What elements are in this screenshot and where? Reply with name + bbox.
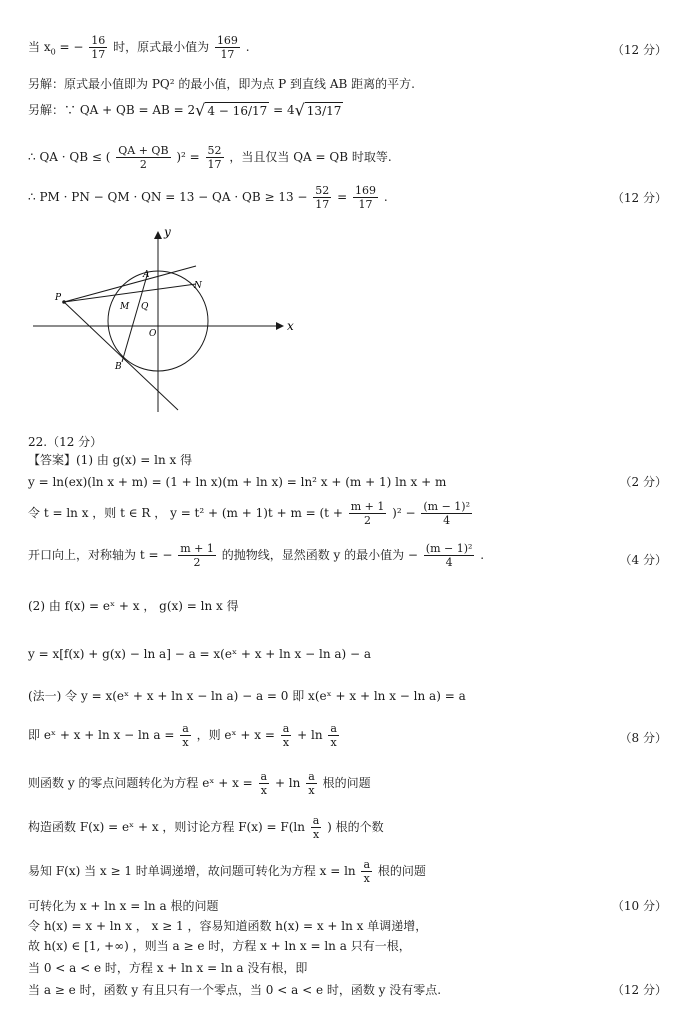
label-o: O xyxy=(149,329,157,339)
numerator: m + 1 xyxy=(350,500,385,513)
text: )² = xyxy=(176,150,204,164)
line-pa xyxy=(64,266,196,302)
q22-line-15: 当 0 < a < e 时，方程 x + ln x = ln a 没有根，即 xyxy=(28,961,308,975)
label-y: y xyxy=(164,225,171,239)
score-label: （8 分） xyxy=(619,731,667,745)
text: ) 根的个数 xyxy=(327,820,384,834)
point-p xyxy=(62,300,66,304)
fraction xyxy=(89,34,107,61)
text: 时，原式最小值为 xyxy=(113,40,210,54)
denominator: x xyxy=(260,784,267,797)
fraction xyxy=(306,770,317,797)
sqrt-content: 13/17 xyxy=(306,104,342,118)
q22-line-12: 可转化为 x + ln x = ln a 根的问题 xyxy=(28,899,219,913)
denominator: 2 xyxy=(364,514,372,527)
denominator: 17 xyxy=(91,48,106,61)
text: = xyxy=(337,190,351,204)
text: 即 eˣ + x + ln x − ln a = xyxy=(28,728,179,742)
sqrt-content: 4 − 16/17 xyxy=(207,104,268,118)
denominator: 2 xyxy=(193,556,201,569)
score-label: （12 分） xyxy=(611,43,667,57)
denominator: 17 xyxy=(220,48,235,61)
numerator: 52 xyxy=(207,144,222,157)
text: 的抛物线，显然函数 y 的最小值为 − xyxy=(221,548,418,562)
text: + ln xyxy=(297,728,327,742)
numerator: 16 xyxy=(91,34,106,47)
q22-line-8 xyxy=(28,722,341,749)
denominator: x xyxy=(363,872,370,885)
line-min-value xyxy=(28,34,250,61)
denominator: 2 xyxy=(139,158,147,171)
denominator: x xyxy=(312,828,320,841)
label-q: Q xyxy=(141,302,149,312)
numerator: 169 xyxy=(216,34,238,47)
fraction xyxy=(353,184,378,211)
q22-line-4 xyxy=(28,542,484,569)
fraction xyxy=(116,144,170,171)
numerator: m + 1 xyxy=(180,542,214,555)
q22-answer-1: 【答案】(1) 由 g(x) = ln x 得 xyxy=(28,453,193,467)
label-n: N xyxy=(194,281,202,291)
numerator: a xyxy=(282,722,290,735)
denominator: 17 xyxy=(358,198,373,211)
denominator: 17 xyxy=(315,198,330,211)
fraction xyxy=(215,34,240,61)
q22-line-11 xyxy=(28,858,426,885)
line-alt-solution-1: 另解：原式最小值即为 PQ² 的最小值，即为点 P 到直线 AB 距离的平方. xyxy=(28,77,415,91)
line-alt-solution-2 xyxy=(28,102,343,119)
text: ∴ PM · PN − QM · QN = 13 − QA · QB ≥ 13 − xyxy=(28,190,312,204)
label-x: x xyxy=(287,319,294,333)
q22-line-3 xyxy=(28,500,474,527)
denominator: 4 xyxy=(443,514,451,527)
text: )² − xyxy=(392,506,420,520)
line-inequality xyxy=(28,144,392,171)
text: 开口向上，对称轴为 t = − xyxy=(28,548,173,562)
text: 根的问题 xyxy=(322,776,371,790)
fraction xyxy=(311,814,322,841)
text: . xyxy=(383,190,388,204)
score-label: （12 分） xyxy=(611,983,667,997)
text: 易知 F(x) 当 x ≥ 1 时单调递增，故问题可转化为方程 x = ln xyxy=(28,864,360,878)
q22-line-13: 令 h(x) = x + ln x ， x ≥ 1 ，容易知道函数 h(x) = x + ln x 单调递增， xyxy=(28,919,428,933)
q22-line-5: (2) 由 f(x) = eˣ + x ， g(x) = ln x 得 xyxy=(28,599,239,613)
text: 则函数 y 的零点问题转化为方程 eˣ + x = xyxy=(28,776,257,790)
geometry-figure xyxy=(28,222,318,417)
subscript: 0 xyxy=(50,47,56,57)
text: = 4 xyxy=(269,103,295,117)
line-pb xyxy=(64,302,178,410)
q22-line-9 xyxy=(28,770,371,797)
q22-line-2: y = ln(ex)(ln x + m) = (1 + ln x)(m + ln x) = ln² x + (m + 1) ln x + m xyxy=(28,475,447,489)
q22-line-16: 当 a ≥ e 时，函数 y 有且只有一个零点，当 0 < a < e 时，函数 y 没有零点. xyxy=(28,983,442,997)
denominator: 17 xyxy=(207,158,222,171)
text: . xyxy=(480,548,485,562)
sqrt-sign: √ xyxy=(294,100,305,120)
text: ，当且仅当 QA = QB 时取等. xyxy=(229,150,392,164)
denominator: x xyxy=(330,736,337,749)
fraction xyxy=(361,858,372,885)
denominator: 4 xyxy=(445,556,453,569)
text: + ln xyxy=(274,776,305,790)
fraction xyxy=(328,722,339,749)
q22-line-10 xyxy=(28,814,384,841)
text: ∴ QA · QB ≤ ( xyxy=(28,150,111,164)
denominator: x xyxy=(282,736,290,749)
numerator: 52 xyxy=(315,184,330,197)
fraction xyxy=(180,722,191,749)
text: 令 t = ln x ，则 t ∈ R ， y = t² + (m + 1)t + m = (t + xyxy=(28,506,347,520)
numerator: 169 xyxy=(355,184,376,197)
score-label: （2 分） xyxy=(619,475,667,489)
numerator: a xyxy=(312,814,320,827)
fraction xyxy=(259,770,270,797)
numerator: a xyxy=(182,722,189,735)
q22-title: 22.（12 分） xyxy=(28,435,103,449)
score-label: （10 分） xyxy=(611,899,667,913)
text: 构造函数 F(x) = eˣ + x ，则讨论方程 F(x) = F(ln xyxy=(28,820,309,834)
numerator: (m − 1)² xyxy=(423,500,470,513)
score-label: （4 分） xyxy=(619,553,667,567)
denominator: x xyxy=(182,736,189,749)
label-a: A xyxy=(143,270,150,280)
fraction xyxy=(206,144,224,171)
denominator: x xyxy=(308,784,315,797)
label-p: P xyxy=(55,293,62,303)
numerator: a xyxy=(363,858,371,871)
text: 根的问题 xyxy=(377,864,426,878)
text: ，则 eˣ + x = xyxy=(196,728,279,742)
text: 另解：∵ QA + QB = AB = 2 xyxy=(28,103,196,117)
numerator: (m − 1)² xyxy=(425,542,473,555)
score-label: （12 分） xyxy=(611,191,667,205)
label-m: M xyxy=(120,302,130,312)
line-pn xyxy=(64,284,196,302)
sqrt-sign: √ xyxy=(195,100,206,120)
fraction xyxy=(424,542,475,569)
numerator: a xyxy=(308,770,315,783)
text: . xyxy=(245,40,250,54)
fraction xyxy=(349,500,387,527)
q22-line-14: 故 h(x) ∈ [1, +∞) ，则当 a ≥ e 时，方程 x + ln x = ln a 只有一根， xyxy=(28,939,411,953)
fraction xyxy=(313,184,331,211)
fraction xyxy=(178,542,216,569)
label-b: B xyxy=(115,362,122,372)
text: = − xyxy=(55,40,84,54)
q22-line-6: y = x[f(x) + g(x) − ln a] − a = x(eˣ + x + ln x − ln a) − a xyxy=(28,647,372,661)
line-conclusion xyxy=(28,184,388,211)
numerator: a xyxy=(260,770,268,783)
numerator: a xyxy=(330,722,337,735)
q22-line-7: (法一) 令 y = x(eˣ + x + ln x − ln a) − a = 0 即 x(eˣ + x + ln x − ln a) = a xyxy=(28,689,466,703)
fraction xyxy=(281,722,292,749)
text: 当 x xyxy=(28,40,51,54)
fraction xyxy=(421,500,472,527)
numerator: QA + QB xyxy=(118,144,169,157)
